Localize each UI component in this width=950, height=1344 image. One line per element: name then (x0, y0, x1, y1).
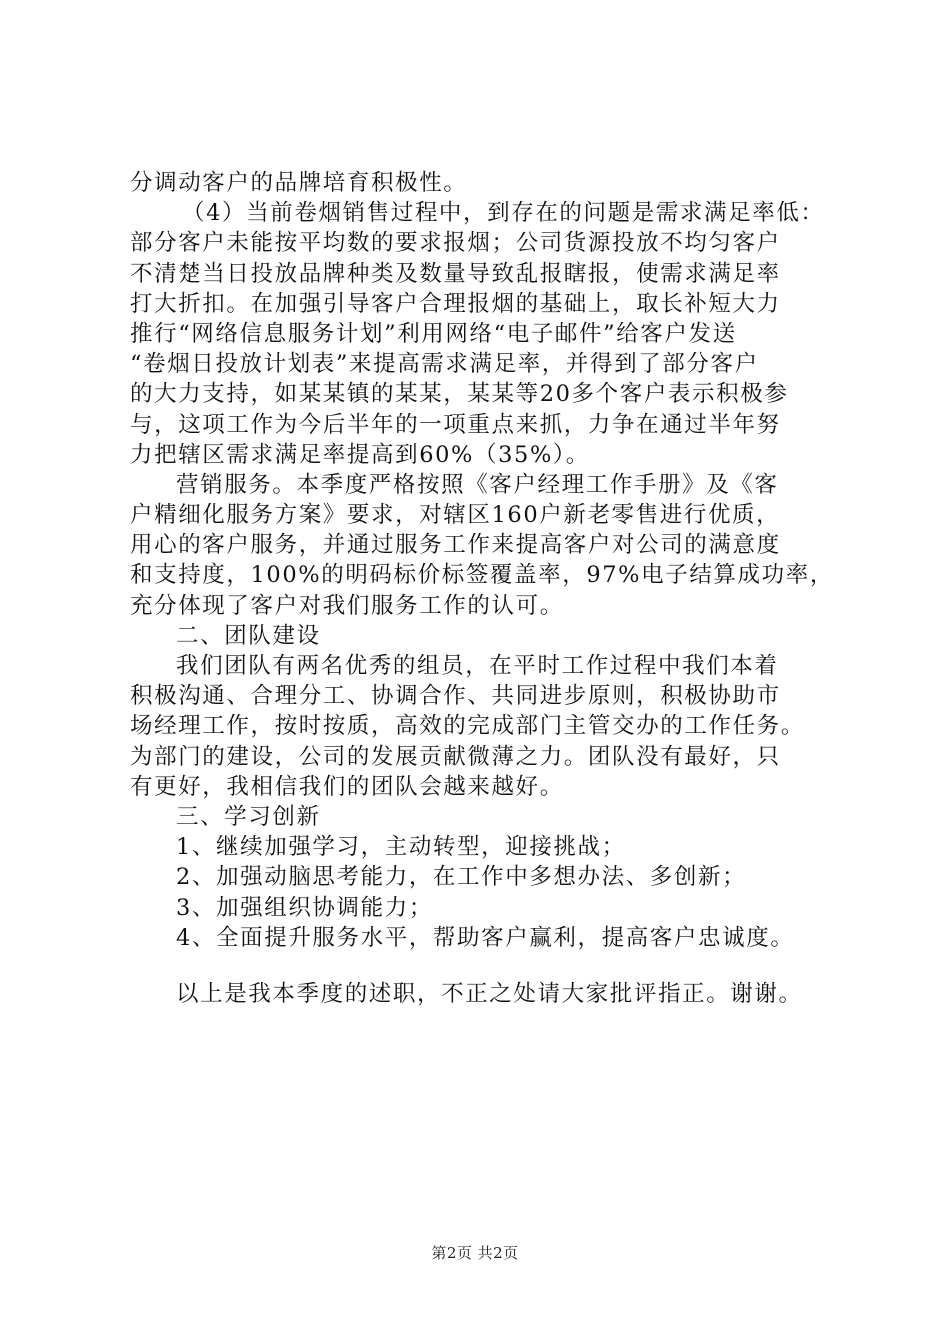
text-line: 分调动客户的品牌培育积极性。 (130, 170, 468, 196)
closing-line: 以上是我本季度的述职，不正之处请大家批评指正。谢谢。 (176, 980, 803, 1007)
section-heading: 三、学习创新 (176, 803, 321, 830)
text-line: 打大折扣。在加强引导客户合理报烟的基础上，取长补短大力 (130, 290, 781, 317)
text-line: 和支持度，100%的明码标价标签覆盖率，97%电子结算成功率， (130, 562, 834, 589)
text-line: 积极沟通、合理分工、协调合作、共同进步原则，积极协助市 (130, 683, 781, 710)
list-item: 1、继续加强学习，主动转型，迎接挑战； (176, 834, 626, 861)
text-line: “卷烟日投放计划表”来提高需求满足率，并得到了部分客户 (130, 351, 759, 378)
section-heading: 二、团队建设 (176, 622, 321, 649)
text-line: （4）当前卷烟销售过程中，到存在的问题是需求满足率低： (182, 200, 825, 227)
text-line: 充分体现了客户对我们服务工作的认可。 (130, 592, 564, 619)
text-line: 有更好，我相信我们的团队会越来越好。 (130, 773, 564, 800)
spacer (130, 953, 830, 979)
document-body (130, 168, 834, 1009)
text-line: 户精细化服务方案》要求，对辖区160户新老零售进行优质， (130, 502, 781, 529)
page-footer: 第2页 共2页 (431, 1244, 519, 1262)
text-line: 的大力支持，如某某镇的某某，某某等20多个客户表示积极参 (130, 381, 789, 408)
list-item: 3、加强组织协调能力； (176, 894, 433, 921)
list-item: 2、加强动脑思考能力，在工作中多想办法、多创新； (176, 864, 747, 891)
text-line: 场经理工作，按时按质，高效的完成部门主管交办的工作任务。 (130, 713, 805, 740)
text-line: 不清楚当日投放品牌种类及数量导致乱报瞎报，使需求满足率 (130, 260, 781, 287)
list-item: 4、全面提升服务水平，帮助客户赢利，提高客户忠诚度。 (176, 924, 795, 951)
text-line: 与，这项工作为今后半年的一项重点来抓，力争在通过半年努 (130, 411, 781, 438)
text-line: 为部门的建设，公司的发展贡献微薄之力。团队没有最好，只 (130, 743, 781, 770)
text-line: 用心的客户服务，并通过服务工作来提高客户对公司的满意度 (130, 532, 781, 559)
text-line: 营销服务。本季度严格按照《客户经理工作手册》及《客 (176, 471, 779, 498)
text-line: 力把辖区需求满足率提高到60%（35%）。 (130, 441, 590, 468)
text-line: 部分客户未能按平均数的要求报烟；公司货源投放不均匀客户 (130, 230, 781, 257)
text-line: 推行“网络信息服务计划”利用网络“电子邮件”给客户发送 (130, 320, 737, 347)
text-line: 我们团队有两名优秀的组员，在平时工作过程中我们本着 (176, 653, 779, 679)
